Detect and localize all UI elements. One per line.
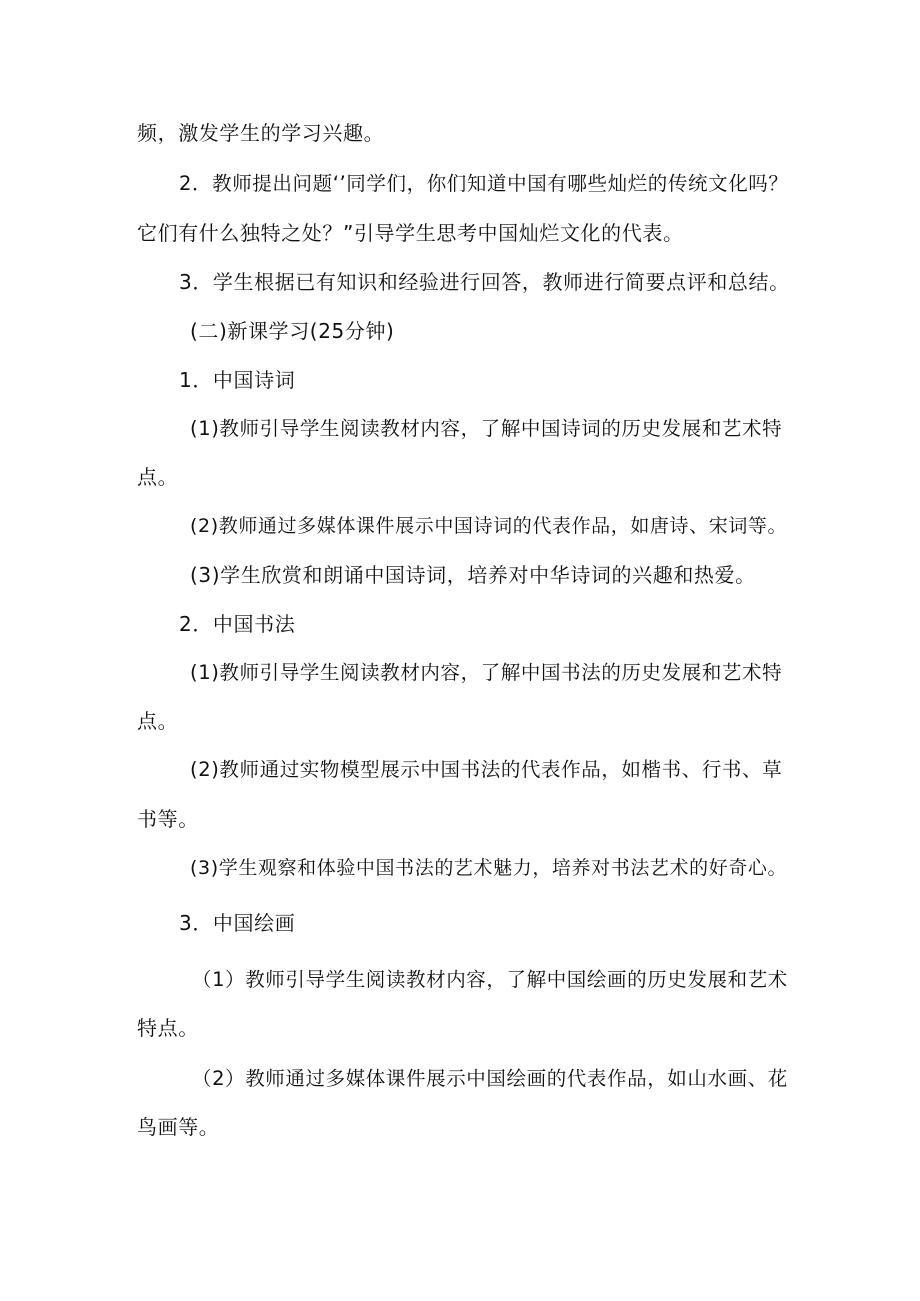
text-line: 特点。 [137, 1016, 199, 1040]
text-line: (3)学生欣赏和朗诵中国诗词，培养对中华诗词的兴趣和热爱。 [190, 563, 756, 587]
text-line: 2．教师提出问题‘’同学们，你们知道中国有哪些灿烂的传统文化吗？ [179, 172, 789, 195]
text-line: （1）教师引导学生阅读教材内容，了解中国绘画的历史发展和艺术 [192, 968, 788, 991]
text-line: （2）教师通过多媒体课件展示中国绘画的代表作品，如山水画、花 [192, 1067, 788, 1090]
subsection-heading: 2．中国书法 [179, 612, 296, 636]
text-line: 它们有什么独特之处？”引导学生思考中国灿烂文化的代表。 [137, 221, 684, 245]
text-line: (1)教师引导学生阅读教材内容，了解中国书法的历史发展和艺术特 [190, 661, 783, 684]
text-line: 点。 [137, 709, 179, 733]
text-line: 书等。 [137, 807, 199, 831]
text-line: 点。 [137, 465, 179, 489]
text-line: 3．学生根据已有知识和经验进行回答，教师进行简要点评和总结。 [179, 270, 790, 294]
text-line: (3)学生观察和体验中国书法的艺术魅力，培养对书法艺术的好奇心。 [190, 857, 788, 879]
section-heading: (二)新课学习(25分钟) [190, 319, 395, 343]
text-line: 鸟画等。 [137, 1115, 220, 1139]
subsection-heading: 1．中国诗词 [179, 368, 296, 392]
text-line: (2)教师通过多媒体课件展示中国诗词的代表作品，如唐诗、宋词等。 [190, 515, 788, 537]
text-line: (1)教师引导学生阅读教材内容，了解中国诗词的历史发展和艺术特 [190, 417, 783, 440]
subsection-heading: 3．中国绘画 [179, 911, 296, 935]
text-line: 频，激发学生的学习兴趣。 [137, 121, 385, 145]
text-line: (2)教师通过实物模型展示中国书法的代表作品，如楷书、行书、草 [190, 758, 783, 781]
